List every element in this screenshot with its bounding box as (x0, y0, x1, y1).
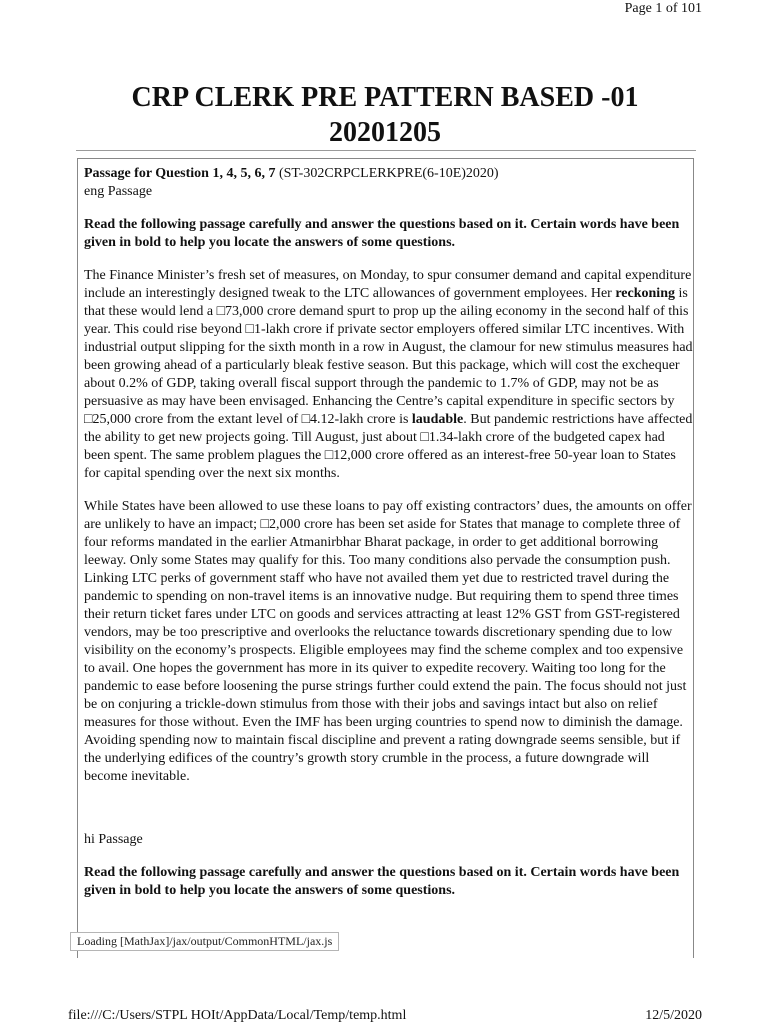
passage-content (84, 165, 694, 935)
paragraph-1-text-c: . But pandemic restrictions have affected the ability to get new projects going. Till August, just about □1.34-lakh crore of the budgeted capex had been spent. The same problem plagues the □12,000 crore offered as an interest-free 50-year loan to States for capital spending over the next six months. (84, 412, 693, 481)
title-line-2: 20201205 (329, 117, 441, 148)
title-line-1: CRP CLERK PRE PATTERN BASED -01 (131, 82, 639, 113)
footer-file-path: file:///C:/Users/STPL HOIt/AppData/Local/Temp/temp.html (68, 1008, 407, 1023)
spacer (84, 801, 694, 831)
passage-heading-label: Passage for Question 1, 4, 5, 6, 7 (84, 166, 276, 181)
passage-paragraph-1 (84, 267, 694, 483)
passage-heading (84, 165, 694, 183)
paragraph-1-text-a: The Finance Minister’s fresh set of measures, on Monday, to spur consumer demand and capital expenditure include an interestingly designed tweak to the LTC allowances of government employees. Her (84, 268, 692, 301)
bold-word-reckoning: reckoning (615, 286, 675, 301)
passage-language-eng: eng Passage (84, 184, 153, 199)
page-number: Page 1 of 101 (624, 1, 702, 16)
passage-instructions: Read the following passage carefully and answer the questions based on it. Certain words have been given in bold to help you locate the answers of some questions. (84, 217, 680, 250)
title-divider (76, 150, 696, 151)
passage-language-hi: hi Passage (84, 832, 143, 847)
mathjax-loading-status: Loading [MathJax]/jax/output/CommonHTML/jax.js (70, 932, 339, 951)
bold-word-laudable: laudable (411, 412, 464, 427)
footer-date: 12/5/2020 (645, 1008, 702, 1023)
document-title (60, 80, 710, 150)
passage-paragraph-2: While States have been allowed to use these loans to pay off existing contractors’ dues, the amounts on offer are unlikely to have an impact; □2,000 crore has been set aside for States that manage to complete three of four reforms mandated in the earlier Atmanirbhar Bharat package, in order to get additional borrowing leeway. Only some States may qualify for this. Too many conditions also pervade the consumption push. Linking LTC perks of government staff who have not availed them yet due to restricted travel during the pandemic to spending on non-travel items is an innovative nudge. But requiring them to spend three times their return ticket fares under LTC on goods and services attracting at least 12% GST from GST-registered vendors, may be too prescriptive and overlooks the reluctance towards discretionary spending due to low visibility on the economy’s prospects. Eligible employees may find the scheme complex and too expensive to avail. One hopes the government has more in its quiver to expedite recovery. Waiting too long for the pandemic to ease before loosening the purse strings further could extend the pain. The focus should not just be on conjuring a trickle-down stimulus from those with their jobs and savings intact but also on relief measures for those without. Even the IMF has been urging countries to spend now to diminish the damage. Avoiding spending now to maintain fiscal discipline and prevent a rating downgrade seems sensible, but if the underlying edifices of the country’s growth story crumble in the process, a future downgrade will become inevitable. (84, 499, 692, 784)
passage-instructions-hi: Read the following passage carefully and answer the questions based on it. Certain words have been given in bold to help you locate the answers of some questions. (84, 865, 680, 898)
passage-code: (ST-302CRPCLERKPRE(6-10E)2020) (275, 166, 499, 181)
paragraph-1-text-b: is that these would lend a □73,000 crore demand spurt to prop up the ailing economy in the second half of this year. This could rise beyond □1-lakh crore if private sector employers offered similar LTC incentives. With industrial output slipping for the sixth month in a row in August, the clamour for new stimulus measures had been growing ahead of a particularly bleak festive season. But this package, which will cost the exchequer about 0.2% of GDP, taking overall fiscal support through the pandemic to 1.7% of GDP, may not be as persuasive as may have been envisaged. Enhancing the Centre’s capital expenditure in specific sectors by □25,000 crore from the extant level of □4.12-lakh crore is (84, 286, 693, 427)
